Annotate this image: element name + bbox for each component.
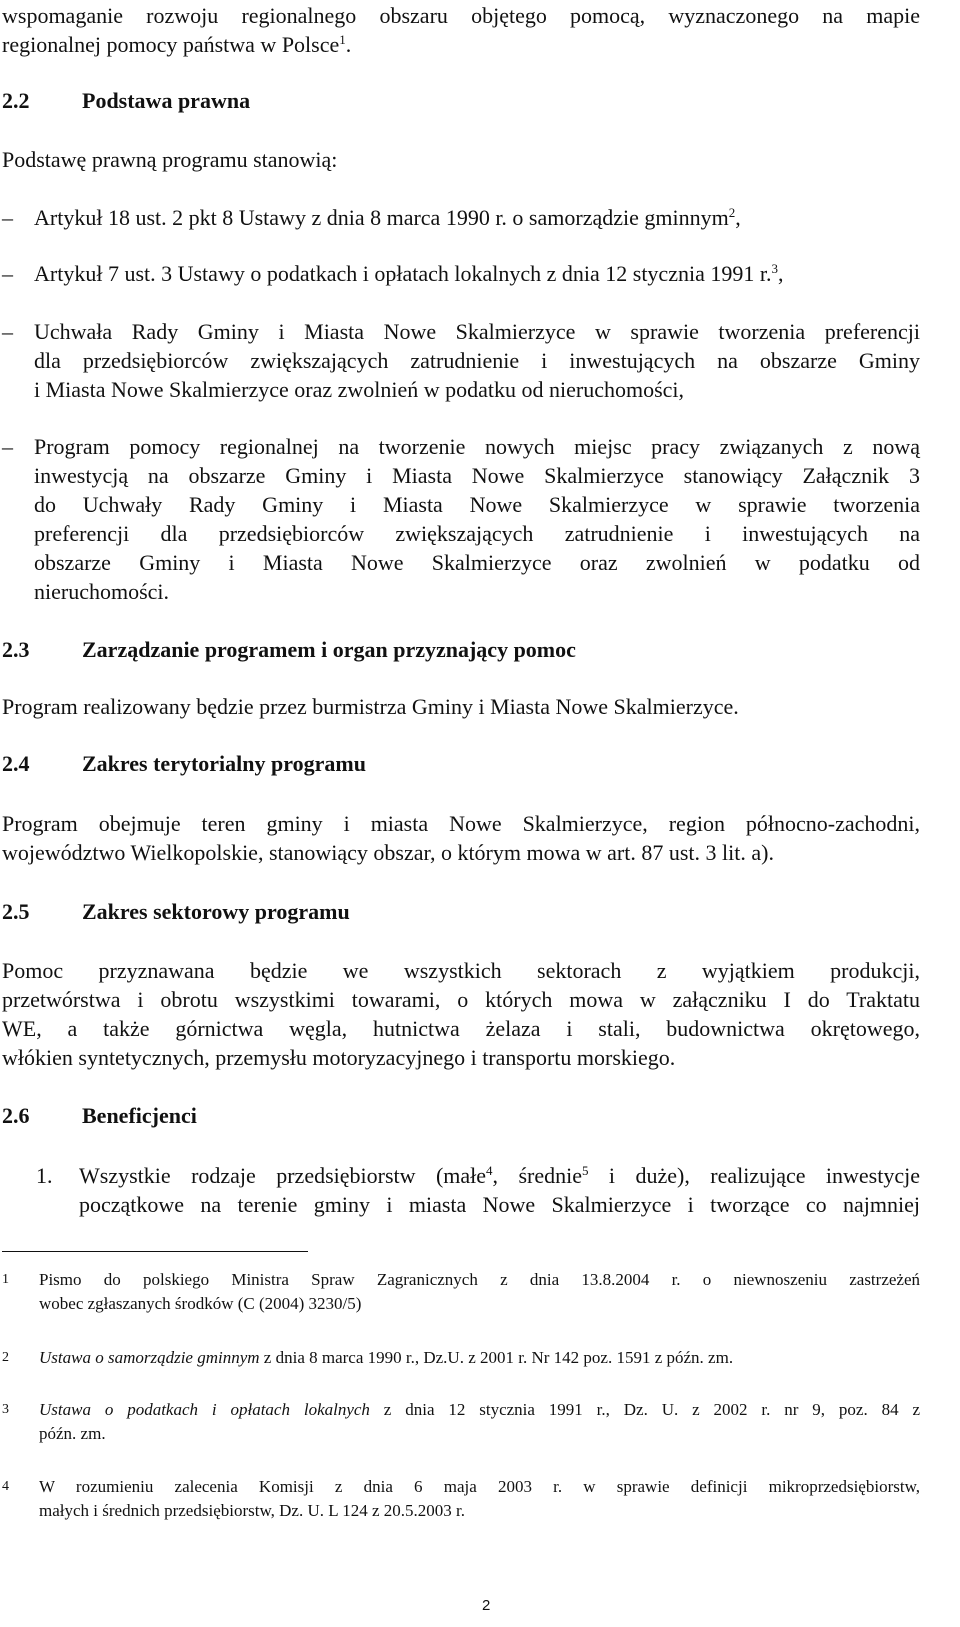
- list-dash: –: [2, 261, 13, 286]
- line-part-b: , średnie: [492, 1163, 582, 1188]
- section-title: Podstawa prawna: [82, 88, 251, 113]
- intro-line-2-text: regionalnej pomocy państwa w Polsce: [2, 32, 340, 57]
- beneficiaries-line-1: [79, 1161, 920, 1190]
- footnote-4-line-2: małych i średnich przedsiębiorstw, Dz. U. L 124 z 20.5.2003 r.: [39, 1501, 466, 1520]
- footnote-3-line-1: [39, 1398, 920, 1422]
- footnote-3: [2, 1398, 920, 1446]
- item-4-line-1: Program pomocy regionalnej na tworzenie nowych miejsc pracy związanych z nową: [34, 434, 920, 459]
- footnote-ref-1: 1: [339, 32, 346, 47]
- item-2-end: ,: [777, 261, 784, 286]
- footnote-text: [39, 1398, 920, 1446]
- footnote-2-rest: z dnia 8 marca 1990 r., Dz.U. z 2001 r. Nr 142 poz. 1591 z późn. zm.: [259, 1348, 734, 1367]
- intro-line-2: [2, 30, 920, 59]
- footnote-ref-2: 2: [728, 205, 736, 220]
- intro-text: [2, 1, 920, 59]
- footnote-ref-5: 5: [582, 1163, 589, 1178]
- beneficiaries-line-2: początkowe na terenie gminy i miasta Nowe Skalmierzyce i tworzące co najmniej: [79, 1192, 920, 1217]
- beneficiaries-item-1: [36, 1161, 920, 1219]
- page-number: 2: [482, 1597, 491, 1614]
- item-1-text: Artykuł 18 ust. 2 pkt 8 Ustawy z dnia 8 marca 1990 r. o samorządzie gminnym: [34, 205, 729, 230]
- section-2-4-line-1: Program obejmuje teren gminy i miasta Nowe Skalmierzyce, region północno-zachodni,: [2, 811, 920, 836]
- item-4-line-6: nieruchomości.: [34, 579, 170, 604]
- item-4-line-3: do Uchwały Rady Gminy i Miasta Nowe Skalmierzyce w sprawie tworzenia: [34, 492, 920, 517]
- footnote-4: [2, 1475, 920, 1523]
- list-dash: –: [2, 205, 13, 230]
- item-3-line-1: Uchwała Rady Gminy i Miasta Nowe Skalmierzyce w sprawie tworzenia preferencji: [34, 319, 920, 344]
- section-2-4-line-2: województwo Wielkopolskie, stanowiący obszar, o którym mowa w art. 87 ust. 3 lit. a).: [2, 840, 774, 865]
- footnote-2-italic: Ustawa o samorządzie gminnym: [39, 1348, 260, 1367]
- section-2-3-text: Program realizowany będzie przez burmistrza Gminy i Miasta Nowe Skalmierzyce.: [2, 694, 739, 719]
- footnote-text: [39, 1268, 920, 1316]
- section-number: 2.4: [2, 751, 30, 776]
- section-heading-2-2: [2, 88, 602, 116]
- footnote-3-line-2: późn. zm.: [39, 1424, 106, 1443]
- line-part-a: Wszystkie rodzaje przedsiębiorstw (małe: [79, 1163, 487, 1188]
- list-item-text: [34, 317, 920, 404]
- footnote-4-line-1: W rozumieniu zalecenia Komisji z dnia 6 maja 2003 r. w sprawie definicji mikroprzedsiębiorstw,: [39, 1477, 920, 1496]
- intro-line-2-end: .: [345, 32, 352, 57]
- section-title: Zakres sektorowy programu: [82, 899, 350, 924]
- section-2-5-line-1: Pomoc przyznawana będzie we wszystkich sektorach z wyjątkiem produkcji,: [2, 958, 920, 983]
- legal-basis-lead: Podstawę prawną programu stanowią:: [2, 147, 338, 172]
- legal-basis-item-3: [2, 317, 920, 404]
- footnote-ref-4: 4: [486, 1163, 493, 1178]
- list-item-text: [34, 259, 783, 288]
- legal-basis-item-4: [2, 432, 920, 606]
- footnote-number: 2: [2, 1350, 9, 1365]
- section-2-5-text: [2, 956, 920, 1072]
- section-heading-2-6: [2, 1103, 602, 1131]
- intro-line-1: wspomaganie rozwoju regionalnego obszaru objętego pomocą, wyznaczonego na mapie: [2, 3, 920, 28]
- section-heading-2-4: [2, 751, 602, 779]
- footnote-text: [39, 1346, 920, 1370]
- item-2-text: Artykuł 7 ust. 3 Ustawy o podatkach i opłatach lokalnych z dnia 12 stycznia 1991 r.: [34, 261, 772, 286]
- section-2-5-line-2: przetwórstwa i obrotu wszystkimi towarami, o których mowa w załączniku I do Traktatu: [2, 987, 920, 1012]
- list-item-text: [34, 432, 920, 606]
- footnote-ref-3: 3: [771, 261, 778, 276]
- item-3-line-2: dla przedsiębiorców zwiększających zatrudnienie i inwestujących na obszarze Gminy: [34, 348, 920, 373]
- footnote-number: 1: [2, 1272, 9, 1287]
- list-item-text: [79, 1161, 920, 1219]
- section-heading-2-5: [2, 899, 602, 927]
- section-number: 2.5: [2, 899, 30, 924]
- list-dash: –: [2, 319, 13, 344]
- footnote-3-rest: z dnia 12 stycznia 1991 r., Dz. U. z 2002 r. nr 9, poz. 84 z: [369, 1400, 920, 1419]
- section-2-4-text: [2, 809, 920, 867]
- item-4-line-5: obszarze Gminy i Miasta Nowe Skalmierzyce oraz zwolnień w podatku od: [34, 550, 920, 575]
- footnote-1-line-1: Pismo do polskiego Ministra Spraw Zagranicznych z dnia 13.8.2004 r. o niewnoszeniu zastrzeżeń: [39, 1270, 920, 1289]
- section-2-5-line-3: WE, a także górnictwa węgla, hutnictwa żelaza i stali, budownictwa okrętowego,: [2, 1016, 920, 1041]
- footnote-1: [2, 1268, 920, 1316]
- item-1-end: ,: [735, 205, 741, 230]
- footnote-1-line-2: wobec zgłaszanych środków (C (2004) 3230/5): [39, 1294, 362, 1313]
- section-number: 2.6: [2, 1103, 30, 1128]
- section-title: Zakres terytorialny programu: [82, 751, 366, 776]
- section-heading-2-3: [2, 637, 702, 665]
- footnote-2: [2, 1346, 920, 1370]
- section-number: 2.3: [2, 637, 30, 662]
- footnote-text: [39, 1475, 920, 1523]
- section-title: Zarządzanie programem i organ przyznający pomoc: [82, 637, 576, 662]
- item-4-line-4: preferencji dla przedsiębiorców zwiększających zatrudnienie i inwestujących na: [34, 521, 920, 546]
- item-3-line-3: i Miasta Nowe Skalmierzyce oraz zwolnień w podatku od nieruchomości,: [34, 377, 685, 402]
- list-item-text: [34, 203, 741, 232]
- list-dash: –: [2, 434, 13, 459]
- list-number: 1.: [36, 1163, 53, 1188]
- footnote-3-italic: Ustawa o podatkach i opłatach lokalnych: [39, 1400, 370, 1419]
- footnote-separator: [2, 1251, 308, 1252]
- footnote-number: 4: [2, 1479, 9, 1494]
- item-4-line-2: inwestycją na obszarze Gminy i Miasta Nowe Skalmierzyce stanowiący Załącznik 3: [34, 463, 920, 488]
- section-number: 2.2: [2, 88, 30, 113]
- line-part-c: i duże), realizujące inwestycje: [588, 1163, 921, 1188]
- section-2-5-line-4: włókien syntetycznych, przemysłu motoryzacyjnego i transportu morskiego.: [2, 1045, 676, 1070]
- footnote-number: 3: [2, 1402, 9, 1417]
- section-title: Beneficjenci: [82, 1103, 197, 1128]
